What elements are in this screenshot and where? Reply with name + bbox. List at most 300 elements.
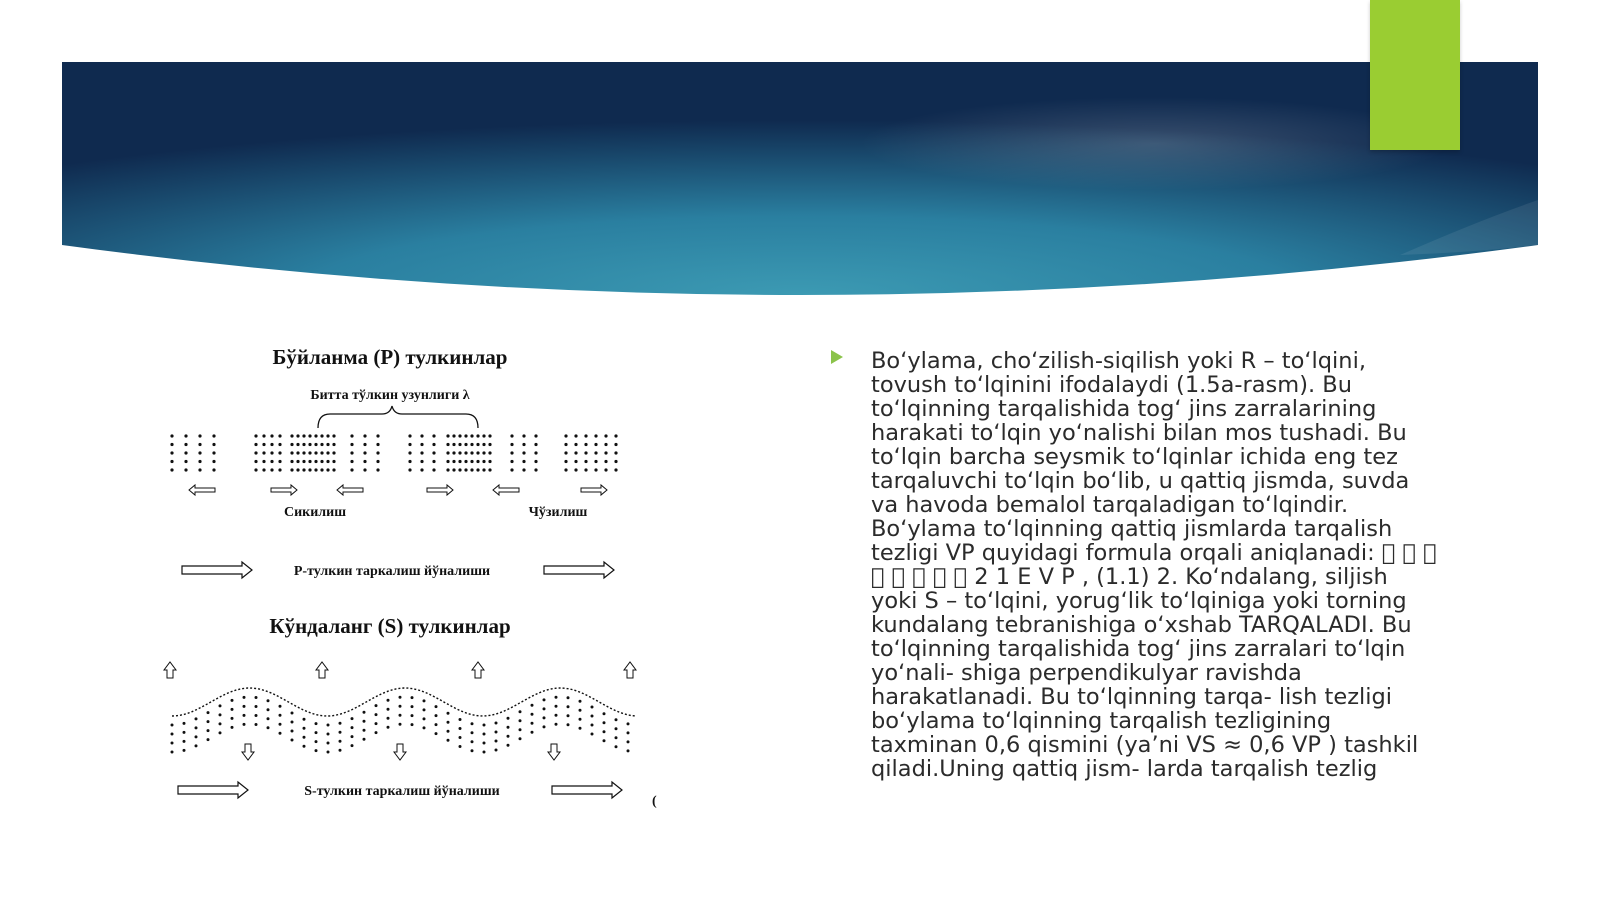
particle-dot [483, 724, 486, 727]
particle-dot [267, 708, 270, 711]
particle-dot [267, 717, 270, 720]
particle-dot [303, 727, 306, 730]
particle-dot [615, 718, 618, 721]
particle-dot [408, 468, 411, 471]
particle-dot [303, 745, 306, 748]
particle-dot [534, 451, 537, 454]
particle-dot [519, 719, 522, 722]
particle-dot [483, 742, 486, 745]
particle-dot [207, 711, 210, 714]
particle-dot [320, 451, 323, 454]
particle-dot [184, 434, 187, 437]
particle-dot [387, 717, 390, 720]
particle-dot [591, 715, 594, 718]
particle-dot [604, 434, 607, 437]
particle-dot [604, 443, 607, 446]
particle-dot [411, 723, 414, 726]
particle-dot [262, 460, 265, 463]
particle-dot [195, 735, 198, 738]
particle-dot [522, 443, 525, 446]
particle-dot [170, 460, 173, 463]
particle-dot [350, 468, 353, 471]
particle-dot [459, 718, 462, 721]
particle-dot [482, 451, 485, 454]
particle-dot [320, 434, 323, 437]
particle-dot [447, 739, 450, 742]
particle-dot [555, 714, 558, 717]
particle-dot [291, 721, 294, 724]
particle-dot [254, 451, 257, 454]
right-arrow-icon [271, 485, 297, 495]
particle-dot [184, 451, 187, 454]
particle-dot [171, 733, 174, 736]
particle-dot [534, 434, 537, 437]
particle-dot [615, 736, 618, 739]
particle-dot [574, 468, 577, 471]
particle-dot [198, 468, 201, 471]
particle-dot [184, 468, 187, 471]
particle-dot [627, 722, 630, 725]
particle-dot [567, 714, 570, 717]
particle-dot [614, 434, 617, 437]
particle-dot [534, 460, 537, 463]
particle-dot [488, 451, 491, 454]
particle-dot [519, 710, 522, 713]
particle-dot [270, 443, 273, 446]
particle-dot [315, 749, 318, 752]
particle-dot [584, 468, 587, 471]
particle-dot [579, 709, 582, 712]
particle-dot [212, 468, 215, 471]
particle-dot [574, 451, 577, 454]
particle-dot [435, 723, 438, 726]
particle-dot [574, 460, 577, 463]
particle-dot [303, 718, 306, 721]
particle-dot [320, 443, 323, 446]
particle-dot [278, 434, 281, 437]
particle-dot [446, 451, 449, 454]
particle-dot [435, 732, 438, 735]
stray-mark: ( [652, 794, 657, 809]
particle-dot [423, 717, 426, 720]
particle-dot [170, 451, 173, 454]
particle-dot [243, 714, 246, 717]
particle-dot [399, 705, 402, 708]
particle-dot [627, 740, 630, 743]
particle-dot [519, 737, 522, 740]
particle-dot [183, 749, 186, 752]
particle-dot [452, 460, 455, 463]
particle-dot [195, 744, 198, 747]
particle-dot [171, 751, 174, 754]
particle-dot [326, 460, 329, 463]
particle-dot [278, 468, 281, 471]
particle-dot [567, 723, 570, 726]
particle-dot [327, 742, 330, 745]
particle-dot [591, 733, 594, 736]
particle-dot [534, 468, 537, 471]
particle-dot [363, 738, 366, 741]
particle-dot [603, 739, 606, 742]
particle-dot [339, 749, 342, 752]
particle-dot [326, 451, 329, 454]
particle-dot [408, 451, 411, 454]
particle-dot [198, 451, 201, 454]
particle-dot [579, 718, 582, 721]
particle-dot [531, 722, 534, 725]
particle-dot [564, 468, 567, 471]
particle-dot [231, 726, 234, 729]
left-arrow-icon [337, 485, 363, 495]
particle-dot [495, 749, 498, 752]
p-direction-arrow-right [544, 562, 614, 578]
stretch-label: Чўзилиш [528, 505, 588, 520]
particle-dot [291, 730, 294, 733]
particle-dot [522, 451, 525, 454]
particle-dot [375, 704, 378, 707]
particle-dot [291, 739, 294, 742]
particle-dot [522, 434, 525, 437]
particle-dot [459, 727, 462, 730]
particle-dot [262, 468, 265, 471]
particle-dot [543, 716, 546, 719]
particle-dot [351, 717, 354, 720]
particle-dot [470, 460, 473, 463]
particle-dot [207, 729, 210, 732]
particle-dot [219, 722, 222, 725]
particle-dot [314, 451, 317, 454]
particle-dot [290, 460, 293, 463]
particle-dot [603, 730, 606, 733]
particle-dot [212, 434, 215, 437]
s-direction-label: S-тулкин таркалиш йўналиши [304, 784, 500, 799]
particle-dot [327, 751, 330, 754]
particle-dot [243, 705, 246, 708]
particle-dot [447, 721, 450, 724]
particle-dot [231, 717, 234, 720]
particle-dot [567, 696, 570, 699]
s-direction-arrow-right [552, 782, 622, 798]
particle-dot [270, 468, 273, 471]
particle-dot [327, 733, 330, 736]
particle-dot [302, 468, 305, 471]
particle-dot [302, 443, 305, 446]
particle-dot [212, 443, 215, 446]
particle-dot [376, 451, 379, 454]
particle-dot [464, 460, 467, 463]
particle-dot [555, 696, 558, 699]
particle-dot [567, 705, 570, 708]
particle-dot [351, 726, 354, 729]
particle-dot [290, 451, 293, 454]
particle-dot [483, 751, 486, 754]
particle-dot [171, 724, 174, 727]
particle-dot [531, 704, 534, 707]
particle-dot [279, 714, 282, 717]
particle-dot [254, 443, 257, 446]
particle-dot [184, 443, 187, 446]
p-waves-title: Бўйланма (Р) тулкинлар [272, 345, 508, 369]
particle-dot [594, 451, 597, 454]
particle-dot [510, 443, 513, 446]
particle-dot [363, 729, 366, 732]
particle-dot [326, 443, 329, 446]
particle-dot [262, 451, 265, 454]
particle-dot [255, 705, 258, 708]
particle-dot [470, 468, 473, 471]
seismic-waves-diagram [160, 340, 680, 820]
particle-dot [446, 460, 449, 463]
left-arrow-icon [493, 485, 519, 495]
particle-dot [195, 717, 198, 720]
particle-dot [471, 740, 474, 743]
particle-dot [212, 460, 215, 463]
particle-dot [603, 712, 606, 715]
particle-dot [584, 434, 587, 437]
particle-dot [308, 443, 311, 446]
particle-dot [363, 468, 366, 471]
particle-dot [326, 468, 329, 471]
particle-dot [296, 443, 299, 446]
particle-dot [420, 451, 423, 454]
particle-dot [399, 714, 402, 717]
particle-dot [278, 443, 281, 446]
particle-dot [507, 717, 510, 720]
wavelength-brace [318, 406, 478, 428]
particle-dot [579, 727, 582, 730]
particle-dot [519, 728, 522, 731]
particle-dot [219, 731, 222, 734]
particle-dot [432, 468, 435, 471]
particle-dot [507, 726, 510, 729]
particle-dot [464, 451, 467, 454]
particle-dot [332, 443, 335, 446]
particle-dot [555, 705, 558, 708]
particle-dot [507, 744, 510, 747]
particle-dot [291, 712, 294, 715]
compression-label: Сикилиш [283, 505, 347, 520]
particle-dot [495, 722, 498, 725]
up-arrow-icon [624, 662, 636, 678]
particle-dot [574, 434, 577, 437]
triangle-bullet-icon [829, 349, 845, 365]
particle-dot [350, 451, 353, 454]
particle-dot [302, 434, 305, 437]
particle-dot [614, 451, 617, 454]
particle-dot [198, 460, 201, 463]
particle-dot [446, 443, 449, 446]
up-arrow-icon [472, 662, 484, 678]
particle-dot [339, 722, 342, 725]
particle-dot [332, 460, 335, 463]
particle-dot [564, 434, 567, 437]
s-wave-motion-arrows [164, 662, 636, 760]
particle-dot [308, 451, 311, 454]
particle-dot [270, 434, 273, 437]
particle-dot [510, 434, 513, 437]
particle-dot [411, 714, 414, 717]
particle-dot [452, 434, 455, 437]
particle-dot [458, 434, 461, 437]
wavelength-label: Битта тўлкин узунлиги λ [310, 388, 470, 403]
particle-dot [270, 460, 273, 463]
particle-dot [432, 460, 435, 463]
particle-dot [470, 451, 473, 454]
particle-dot [584, 460, 587, 463]
particle-dot [387, 708, 390, 711]
particle-dot [510, 451, 513, 454]
particle-dot [471, 749, 474, 752]
particle-dot [464, 468, 467, 471]
particle-dot [351, 735, 354, 738]
particle-dot [279, 705, 282, 708]
particle-dot [464, 443, 467, 446]
particle-dot [459, 736, 462, 739]
particle-dot [594, 468, 597, 471]
particle-dot [584, 443, 587, 446]
left-arrow-icon [189, 485, 215, 495]
particle-dot [488, 468, 491, 471]
particle-dot [278, 460, 281, 463]
particle-dot [435, 714, 438, 717]
particle-dot [195, 726, 198, 729]
particle-dot [420, 434, 423, 437]
particle-dot [254, 434, 257, 437]
particle-dot [534, 443, 537, 446]
particle-dot [183, 722, 186, 725]
particle-dot [332, 468, 335, 471]
accent-tab [1370, 0, 1460, 150]
particle-dot [447, 730, 450, 733]
particle-dot [476, 443, 479, 446]
particle-dot [198, 443, 201, 446]
particle-dot [488, 443, 491, 446]
particle-dot [262, 443, 265, 446]
particle-dot [399, 723, 402, 726]
particle-dot [591, 706, 594, 709]
particle-dot [339, 731, 342, 734]
particle-dot [510, 460, 513, 463]
particle-dot [350, 443, 353, 446]
down-arrow-icon [548, 744, 560, 760]
particle-dot [522, 468, 525, 471]
particle-dot [591, 724, 594, 727]
particle-dot [564, 451, 567, 454]
particle-dot [579, 700, 582, 703]
particle-dot [411, 705, 414, 708]
particle-dot [423, 699, 426, 702]
particle-dot [423, 726, 426, 729]
particle-dot [267, 726, 270, 729]
particle-dot [531, 713, 534, 716]
particle-dot [543, 698, 546, 701]
particle-dot [387, 699, 390, 702]
particle-dot [219, 704, 222, 707]
s-waves-title: Кўндаланг (S) тулкинлар [269, 614, 511, 638]
particle-dot [254, 468, 257, 471]
particle-dot [458, 443, 461, 446]
particle-dot [170, 468, 173, 471]
body-paragraph: Bo‘ylama, cho‘zilish-siqilish yoki R – to‘lqini, tovush to‘lqinini ifodalaydi (1.5a-rasm). Bu to‘lqinning tarqalishida tog‘ jins zarralarining harakati to‘lqin yo‘nalishi bilan mos tushadi. Bu to‘lqin barcha seysmik to‘lqinlar ichida eng tez tarqaluvchi to‘lqin bo‘lib, u qattiq jismda, suvda va havoda bemalol tarqaladigan to‘lqindir. Bo‘ylama to‘lqinning qattiq jismlarda tarqalish tezligi VP quyidagi formula orqali aniqlanadi: 2 1 E V P , (1.1) 2. Ko‘ndalang, siljish yoki S – to‘lqini, yorug‘lik to‘lqiniga yoki torning kundalang tebranishiga o‘xshab TARQALADI. Bu to‘lqinning tarqalishida tog‘ jins zarralari to‘lqin yo‘nali- shiga perpendikulyar ravishda harakatlanadi. Bu to‘lqinning tarqa- lish tezligi bo‘ylama to‘lqinning tarqalish tezligining taxminan 0,6 qismini (ya’ni VS ≈ 0,6 VP ) tashkil qiladi.Uning qattiq jism- larda tarqalish tezlig [871, 348, 1439, 782]
particle-dot [604, 451, 607, 454]
particle-dot [363, 434, 366, 437]
particle-dot [327, 724, 330, 727]
particle-dot [574, 443, 577, 446]
particle-dot [482, 443, 485, 446]
particle-dot [296, 460, 299, 463]
s-direction-arrow-left [178, 782, 248, 798]
particle-dot [308, 468, 311, 471]
particle-dot [458, 468, 461, 471]
particle-dot [320, 460, 323, 463]
p-wave-particles [170, 434, 617, 471]
particle-dot [594, 443, 597, 446]
particle-dot [471, 731, 474, 734]
particle-dot [350, 434, 353, 437]
particle-dot [423, 708, 426, 711]
particle-dot [315, 740, 318, 743]
particle-dot [458, 460, 461, 463]
right-arrow-icon [427, 485, 453, 495]
particle-dot [290, 443, 293, 446]
particle-dot [207, 720, 210, 723]
particle-dot [332, 451, 335, 454]
particle-dot [231, 708, 234, 711]
particle-dot [243, 723, 246, 726]
particle-motion-arrows [189, 485, 607, 495]
particle-dot [432, 451, 435, 454]
particle-dot [308, 460, 311, 463]
particle-dot [279, 723, 282, 726]
particle-dot [363, 711, 366, 714]
particle-dot [219, 713, 222, 716]
particle-dot [408, 460, 411, 463]
up-arrow-icon [316, 662, 328, 678]
particle-dot [308, 434, 311, 437]
particle-dot [603, 721, 606, 724]
header-banner [0, 0, 1600, 310]
particle-dot [207, 738, 210, 741]
particle-dot [411, 696, 414, 699]
particle-dot [447, 712, 450, 715]
particle-dot [483, 733, 486, 736]
particle-dot [459, 745, 462, 748]
particle-dot [604, 460, 607, 463]
particle-dot [614, 460, 617, 463]
particle-dot [376, 460, 379, 463]
particle-dot [432, 434, 435, 437]
particle-dot [332, 434, 335, 437]
particle-dot [270, 451, 273, 454]
down-arrow-icon [242, 744, 254, 760]
particle-dot [446, 434, 449, 437]
particle-dot [470, 434, 473, 437]
particle-dot [296, 434, 299, 437]
particle-dot [262, 434, 265, 437]
particle-dot [314, 468, 317, 471]
particle-dot [594, 460, 597, 463]
particle-dot [314, 443, 317, 446]
particle-dot [320, 468, 323, 471]
particle-dot [184, 460, 187, 463]
particle-dot [488, 460, 491, 463]
particle-dot [531, 731, 534, 734]
particle-dot [604, 468, 607, 471]
particle-dot [564, 460, 567, 463]
particle-dot [408, 434, 411, 437]
particle-dot [594, 434, 597, 437]
particle-dot [420, 443, 423, 446]
